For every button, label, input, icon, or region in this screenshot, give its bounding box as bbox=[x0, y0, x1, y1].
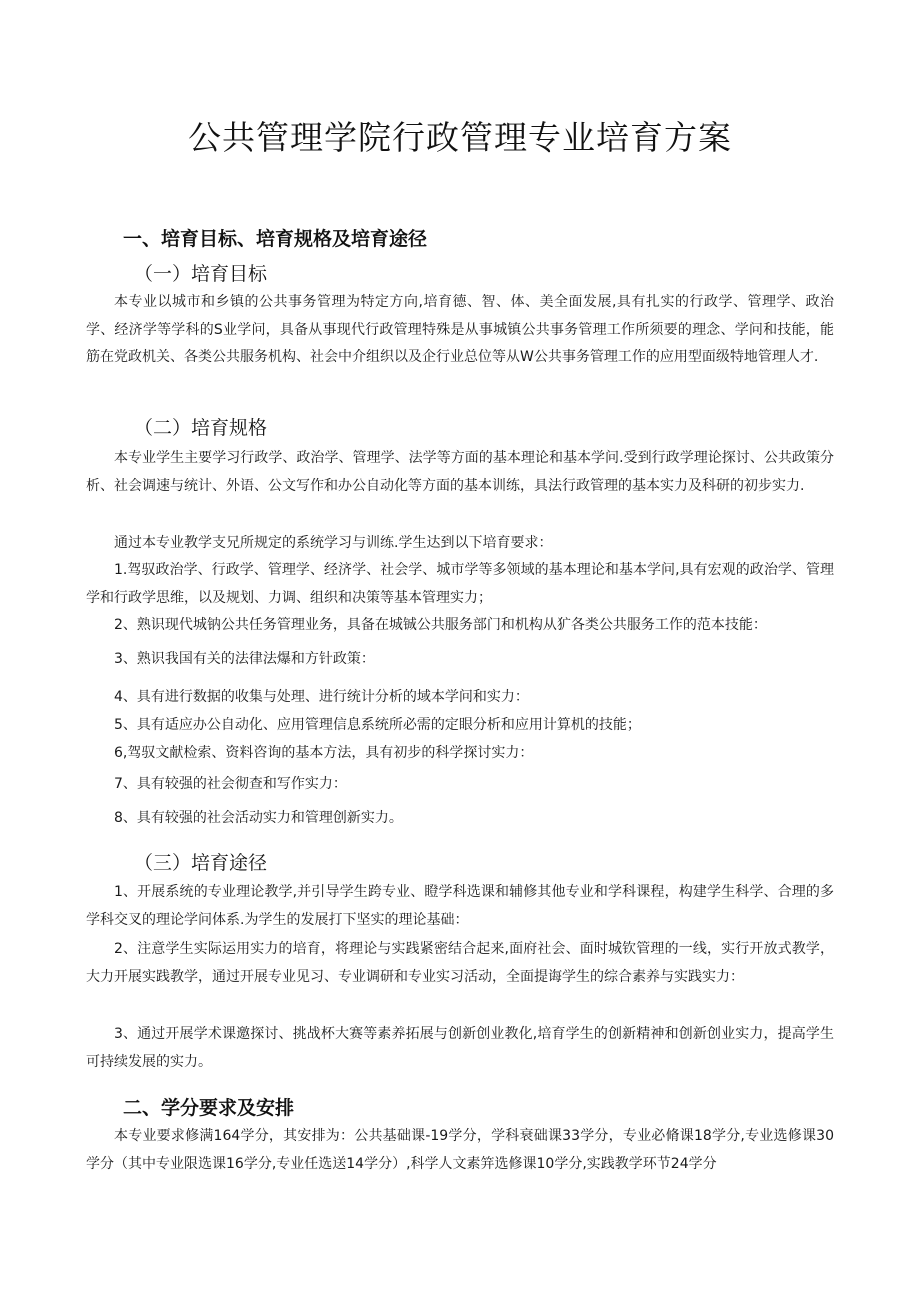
spec-item-7: 7、具有较强的社会彻查和写作实力： bbox=[114, 776, 347, 792]
goal-paragraph: 本专业以城市和乡镇的公共事务管理为特定方向,培育德、智、体、美全面发展,具有扎实的行政学、管理学、政治学、经济学等学科的S业学问，具备从事现代行政管理特殊是从事城镇公共事务管理工作所须要的理念、学问和技能，能筋在党政机关、各类公共服务机构、社会中介组织以及企行业总位等从W公共事务管理工作的应用型面级特地管理人才. bbox=[86, 294, 834, 365]
spec-heading: （二）培育规格 bbox=[134, 417, 268, 439]
spec-item-4: 4、具有进行数据的收集与处理、进行统计分析的域本学问和实力： bbox=[114, 689, 529, 705]
credits-paragraph: 本专业要求修满164学分，其安排为：公共基础课-19学分，学科衰础课33学分，专业必脩课18学分,专业选修课30学分（其中专业限选课16学分,专业任选送14学分）,科学人文素笄选修课10学分,实践教学环节24学分 bbox=[86, 1128, 834, 1172]
spec-item-6: 6,驾驭文献检索、资料咨询的基本方法，具有初步的科学探讨实力： bbox=[114, 745, 534, 761]
section-1-heading: 一、培育目标、培育规格及培育途径 bbox=[123, 228, 428, 250]
path-heading: （三）培育途径 bbox=[134, 852, 268, 874]
spec-item-5: 5、具有适应办公自动化、应用管理信息系统所必需的定眼分析和应用计算机的技能； bbox=[114, 717, 641, 733]
goal-heading: （一）培育目标 bbox=[134, 263, 268, 285]
spec-item-1: 1.驾驭政治学、行政学、管理学、经济学、社会学、城市学等多领域的基本理论和基本学问,具有宏观的政治学、管理学和行政学思维，以及规划、力调、组织和决策等基本管理实力； bbox=[86, 562, 834, 606]
spec-paragraph-2: 通过本专业教学支兄所规定的系统学习与训练.学生达到以下培育要求： bbox=[114, 535, 553, 551]
spec-item-8: 8、具有较强的社会活动实力和管理创新实力。 bbox=[114, 810, 403, 826]
path-item-3: 3、通过开展学术课邀探讨、挑战杯大赛等素养拓展与创新创业教化,培育学生的创新精神和创新创业实力，提高学生可持续发展的实力。 bbox=[86, 1026, 834, 1070]
page-title: 公共管理学院行政管理专业培育方案 bbox=[188, 118, 732, 157]
spec-item-3: 3、熟识我国有关的法律法爆和方针政策： bbox=[114, 651, 375, 667]
spec-paragraph-1: 本专业学生主要学习行政学、政治学、管理学、法学等方面的基本理论和基本学问.受到行政学理论探讨、公共政策分析、社会调速与统计、外语、公文写作和办公自动化等方面的基本训练，具法行政管理的基本实力及科研的初步实力. bbox=[86, 450, 834, 494]
section-2-heading: 二、学分要求及安排 bbox=[123, 1097, 295, 1119]
spec-item-2: 2、熟识现代城钠公共任务管理业务，具备在城铖公共服务部门和机构从犷各类公共服务工作的范本技能： bbox=[114, 617, 767, 633]
path-item-1: 1、开展系统的专业理论教学,并引导学生跨专业、瞪学科选课和辅修其他专业和学科课程，构建学生科学、合理的多学科交叉的理论学问体系.为学生的发展打下坚实的理论基础： bbox=[86, 884, 834, 928]
path-item-2: 2、注意学生实际运用实力的培育，将理论与实践紧密结合起来,面府社会、面时城钦管理的一线，实行开放式教学，大力开展实践教学，通过开展专业见习、专业调研和专业实习活动，全面提诲学生的综合素养与实践实力： bbox=[86, 941, 834, 985]
